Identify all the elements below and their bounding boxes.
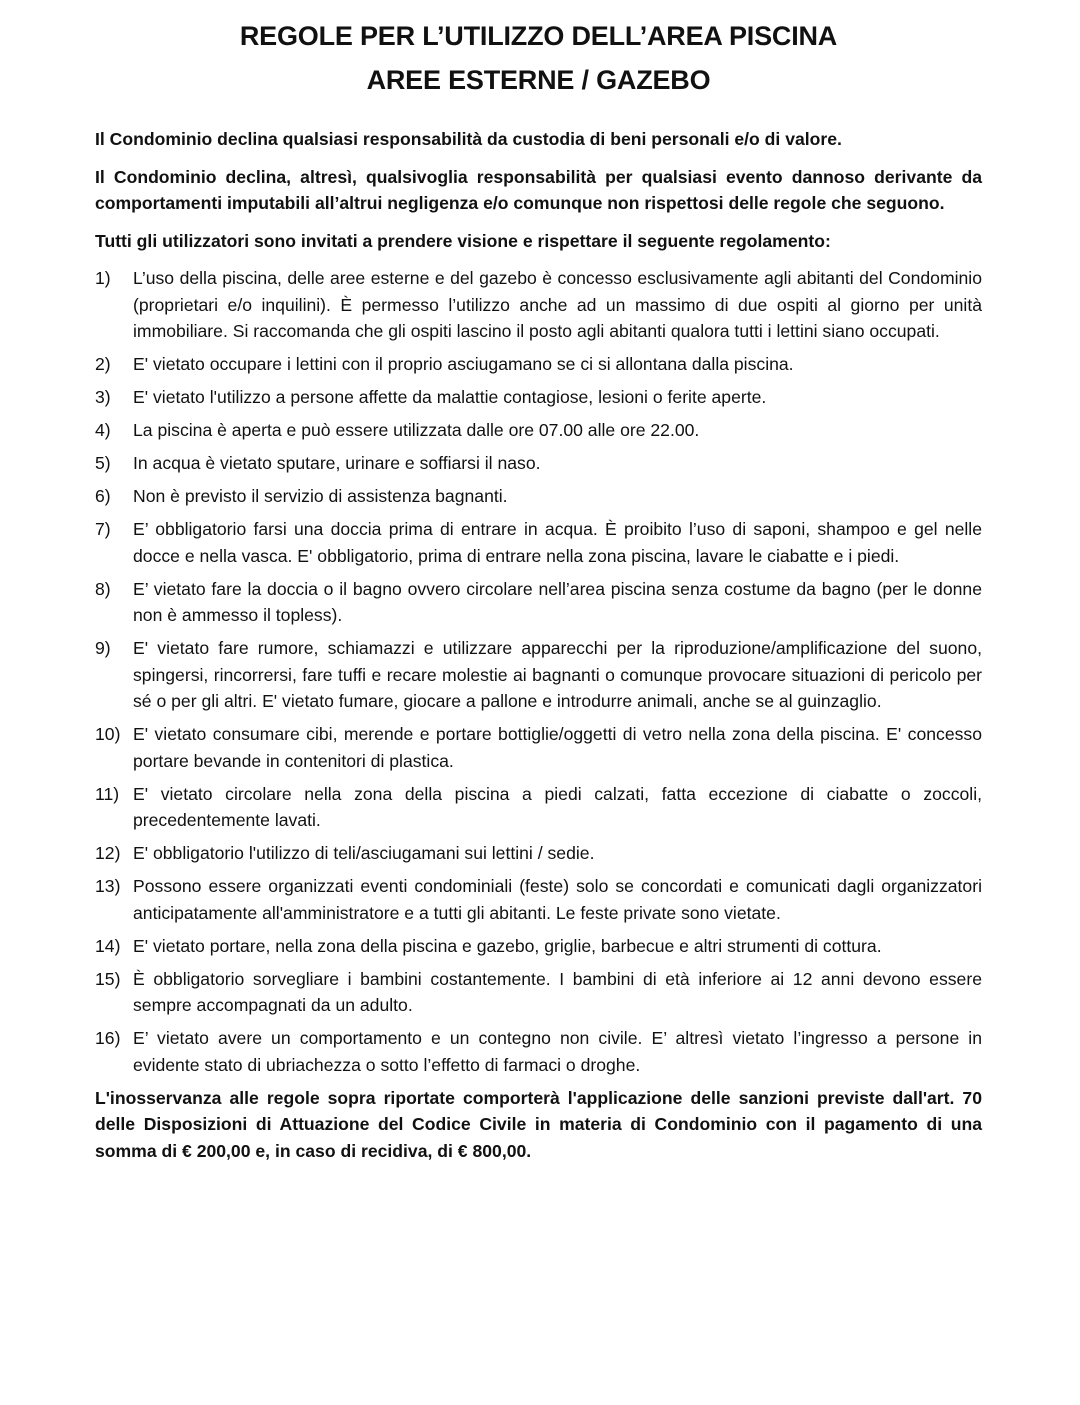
rule-text: È obbligatorio sorvegliare i bambini costantemente. I bambini di età inferiore ai 12 anni devono essere sempre accompagnati da un adulto. (133, 968, 982, 1015)
rule-text: La piscina è aperta e può essere utilizzata dalle ore 07.00 alle ore 22.00. (133, 420, 700, 440)
rule-text: E’ vietato fare la doccia o il bagno ovvero circolare nell’area piscina senza costume da bagno (per le donne non è ammesso il topless). (133, 578, 982, 625)
rule-text: In acqua è vietato sputare, urinare e soffiarsi il naso. (133, 453, 541, 473)
rule-item (95, 265, 982, 345)
rule-number: 6) (95, 486, 111, 506)
rule-number: 2) (95, 354, 111, 374)
rule-number: 3) (95, 387, 111, 407)
rule-item (95, 576, 982, 629)
rules-list (95, 265, 982, 1078)
rule-text: E' vietato fare rumore, schiamazzi e utilizzare apparecchi per la riproduzione/amplificazione del suono, spingersi, rincorrersi, fare tuffi e recare molestie ai bagnanti o comunque provocare situazioni di pericolo per sé o per gli altri. E' vietato fumare, giocare a pallone e introdurre animali, anche se al guinzaglio. (133, 638, 982, 711)
rule-number: 4) (95, 420, 111, 440)
rule-number: 8) (95, 578, 111, 599)
rule-number: 13) (95, 876, 121, 896)
rule-number: 14) (95, 935, 121, 956)
rule-item (95, 483, 982, 510)
rule-text: E’ vietato avere un comportamento e un contegno non civile. E’ altresì vietato l’ingresso a persone in evidente stato di ubriachezza o sotto l’effetto di farmaci o droghe. (133, 1028, 982, 1075)
rule-text: E' vietato l'utilizzo a persone affette da malattie contagiose, lesioni o ferite aperte. (133, 387, 767, 407)
rule-text: Possono essere organizzati eventi condominiali (feste) solo se concordati e comunicati dagli organizzatori anticipatamente all'amministratore e a tutti gli abitanti. Le feste private sono vietate. (133, 876, 982, 923)
rule-item (95, 840, 982, 867)
rule-text: E’ obbligatorio farsi una doccia prima di entrare in acqua. È proibito l’uso di saponi, shampoo e gel nelle docce e nella vasca. E' obbligatorio, prima di entrare nella zona piscina, lavare le ciabatte e i piedi. (133, 519, 982, 566)
rule-text: E' vietato portare, nella zona della piscina e gazebo, griglie, barbecue e altri strumenti di cottura. (133, 935, 882, 956)
document-title: REGOLE PER L’UTILIZZO DELL’AREA PISCINA (239, 21, 838, 51)
rule-item (95, 450, 982, 477)
rule-text: E' obbligatorio l'utilizzo di teli/asciugamani sui lettini / sedie. (133, 843, 595, 863)
rule-item (95, 721, 982, 774)
rule-item (95, 873, 982, 926)
rule-number: 10) (95, 724, 121, 744)
rule-item (95, 781, 982, 834)
rule-item (95, 351, 982, 378)
rule-text: E' vietato consumare cibi, merende e portare bottiglie/oggetti di vetro nella zona della piscina. E' concesso portare bevande in contenitori di plastica. (133, 724, 982, 771)
rule-number: 11) (95, 783, 120, 804)
sanctions-notice: L'inosservanza alle regole sopra riportate comporterà l'applicazione delle sanzioni previste dall'art. 70 delle Disposizioni di Attuazione del Codice Civile in materia di Condominio con il pagamento di una somma di € 200,00 e, in caso di recidiva, di € 800,00. (95, 1087, 982, 1161)
rule-text: Non è previsto il servizio di assistenza bagnanti. (133, 486, 508, 506)
rule-text: E' vietato occupare i lettini con il proprio asciugamano se ci si allontana dalla piscina. (133, 354, 794, 374)
intro-paragraph-2: Il Condominio declina, altresì, qualsivoglia responsabilità per qualsiasi evento dannoso derivante da comportamenti imputabili all’altrui negligenza e/o comunque non rispettosi delle regole che seguono. (95, 166, 982, 213)
rule-item (95, 417, 982, 444)
rule-item (95, 966, 982, 1019)
rule-item (95, 384, 982, 411)
rule-number: 1) (95, 268, 111, 288)
rule-text: L’uso della piscina, delle aree esterne e del gazebo è concesso esclusivamente agli abitanti del Condominio (proprietari e/o inquilini). È permesso l’utilizzo anche ad un massimo di due ospiti al giorno per unità immobiliare. Si raccomanda che gli ospiti lascino il posto agli abitanti qualora tutti i lettini siano occupati. (133, 268, 982, 341)
title-block (95, 14, 982, 102)
document-subtitle: AREE ESTERNE / GAZEBO (366, 65, 711, 95)
rule-number: 5) (95, 453, 111, 473)
intro-paragraph-3: Tutti gli utilizzatori sono invitati a prendere visione e rispettare il seguente regolamento: (95, 230, 831, 251)
rule-item (95, 635, 982, 715)
rule-number: 12) (95, 843, 121, 863)
rule-number: 15) (95, 968, 121, 989)
rule-item (95, 516, 982, 569)
rule-item (95, 933, 982, 960)
intro-paragraph-1: Il Condominio declina qualsiasi responsabilità da custodia di beni personali e/o di valore. (95, 129, 842, 149)
rule-text: E' vietato circolare nella zona della piscina a piedi calzati, fatta eccezione di ciabatte o zoccoli, precedentemente lavati. (133, 783, 982, 830)
rule-number: 7) (95, 519, 111, 539)
rule-number: 16) (95, 1028, 121, 1048)
rule-number: 9) (95, 638, 111, 658)
rule-item (95, 1025, 982, 1078)
